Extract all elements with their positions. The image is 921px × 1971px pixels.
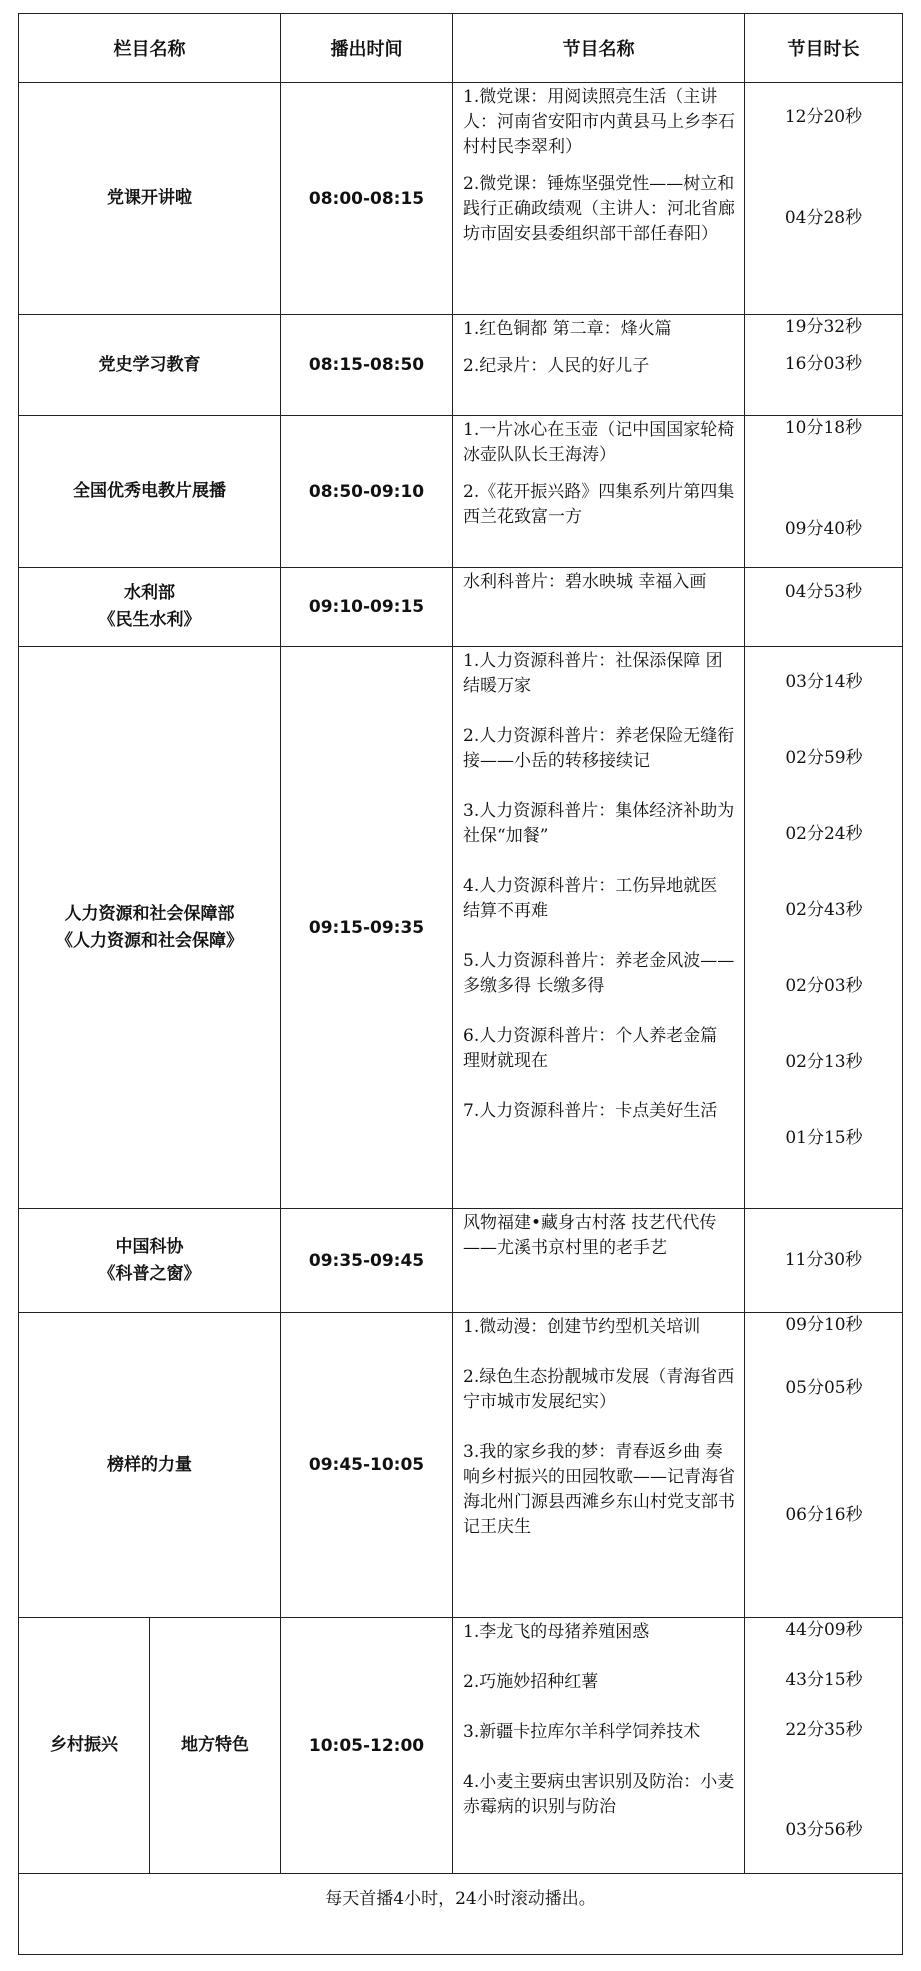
table-row (19, 315, 903, 416)
table-row (19, 1209, 903, 1313)
column-sub-cell (150, 1618, 281, 1874)
program-duration: 44分09秒 (785, 1620, 863, 1640)
program-title: 水利科普片：碧水映城 幸福入画 (463, 572, 707, 592)
program-duration: 11分30秒 (784, 1250, 863, 1270)
program-title: 4.小麦主要病虫害识别及防治：小麦赤霉病的识别与防治 (463, 1772, 735, 1817)
air-time: 10:05-12:00 (281, 1618, 453, 1874)
program-title: 2.纪录片：人民的好儿子 (463, 356, 650, 376)
program-title: 5.人力资源科普片：养老金风波——多缴多得 长缴多得 (463, 951, 735, 996)
program-duration: 02分03秒 (785, 976, 863, 996)
air-time: 08:50-09:10 (281, 416, 453, 568)
program-title: 风物福建•藏身古村落 技艺代代传——尤溪书京村里的老手艺 (463, 1213, 717, 1258)
program-duration: 12分20秒 (784, 107, 863, 127)
column-name-cell (19, 83, 281, 315)
duration-list (745, 1209, 903, 1313)
program-list (453, 1209, 745, 1313)
air-time: 09:35-09:45 (281, 1209, 453, 1313)
program-duration: 04分53秒 (784, 582, 863, 602)
column-name-subtitle: 《民生水利》 (98, 610, 201, 630)
program-title: 2.巧施妙招种红薯 (463, 1672, 599, 1692)
table-row (19, 1618, 903, 1874)
table-row (19, 568, 903, 647)
program-title: 2.人力资源科普片：养老保险无缝衔接——小岳的转移接续记 (463, 726, 735, 771)
column-name: 水利部 (124, 583, 175, 603)
program-list (453, 1313, 745, 1618)
duration-list (745, 1313, 903, 1618)
header-air-time: 播出时间 (281, 14, 453, 83)
program-duration: 04分28秒 (784, 208, 863, 228)
program-title: 2.微党课：锤炼坚强党性——树立和践行正确政绩观（主讲人：河北省廊坊市固安县委组织部干部任春阳） (463, 174, 735, 244)
program-title: 7.人力资源科普片：卡点美好生活 (463, 1101, 718, 1121)
program-list (453, 83, 745, 315)
program-title: 1.微党课：用阅读照亮生活（主讲人：河南省安阳市内黄县马上乡李石村村民李翠利） (463, 87, 735, 157)
column-name-cell (19, 1209, 281, 1313)
column-name-cell (19, 1313, 281, 1618)
column-name: 榜样的力量 (107, 1454, 192, 1475)
program-duration: 02分59秒 (785, 748, 863, 768)
column-name-subtitle: 地方特色 (181, 1735, 249, 1755)
program-duration: 01分15秒 (785, 1128, 863, 1148)
program-title: 2.《花开振兴路》四集系列片第四集 西兰花致富一方 (463, 482, 735, 527)
footer-note: 每天首播4小时，24小时滚动播出。 (19, 1874, 903, 1955)
program-duration: 19分32秒 (784, 317, 863, 337)
program-duration: 16分03秒 (784, 354, 863, 374)
program-title: 3.我的家乡我的梦：青春返乡曲 奏响乡村振兴的田园牧歌——记青海省海北州门源县西滩乡东山村党支部书记王庆生 (463, 1442, 735, 1537)
schedule-table (18, 13, 903, 1955)
header-column-name: 栏目名称 (19, 14, 281, 83)
column-name-cell (19, 315, 281, 416)
duration-list (745, 315, 903, 416)
duration-list (745, 1618, 903, 1874)
column-name-cell (19, 416, 281, 568)
column-name-subtitle: 《人力资源和社会保障》 (56, 930, 243, 951)
program-duration: 03分56秒 (785, 1820, 863, 1840)
column-name: 人力资源和社会保障部 (64, 903, 235, 924)
program-title: 1.人力资源科普片：社保添保障 团结暖万家 (463, 651, 723, 696)
column-name-cell (19, 1618, 150, 1874)
program-title: 1.微动漫：创建节约型机关培训 (463, 1317, 701, 1337)
table-footer-row (19, 1874, 903, 1955)
program-title: 1.红色铜都 第二章：烽火篇 (463, 319, 672, 339)
duration-list (745, 416, 903, 568)
program-title: 2.绿色生态扮靓城市发展（青海省西宁市城市发展纪实） (463, 1367, 735, 1412)
duration-list (745, 647, 903, 1209)
program-duration: 02分24秒 (785, 824, 863, 844)
program-list (453, 315, 745, 416)
program-title: 1.一片冰心在玉壶（记中国国家轮椅冰壶队队长王海涛） (463, 420, 735, 465)
program-duration: 02分43秒 (785, 900, 863, 920)
program-title: 3.人力资源科普片：集体经济补助为社保“加餐” (463, 801, 735, 846)
column-name: 全国优秀电教片展播 (73, 481, 226, 501)
table-row (19, 416, 903, 568)
program-duration: 43分15秒 (785, 1670, 863, 1690)
column-name: 中国科协 (115, 1236, 184, 1257)
table-row (19, 647, 903, 1209)
duration-list (745, 83, 903, 315)
table-header-row (19, 14, 903, 83)
column-name-cell (19, 568, 281, 647)
air-time: 09:45-10:05 (281, 1313, 453, 1618)
duration-list (745, 568, 903, 647)
header-program-name: 节目名称 (453, 14, 745, 83)
air-time: 09:15-09:35 (281, 647, 453, 1209)
air-time: 08:00-08:15 (281, 83, 453, 315)
table-row (19, 83, 903, 315)
program-duration: 05分05秒 (785, 1378, 863, 1398)
program-duration: 09分40秒 (784, 519, 863, 539)
program-list (453, 647, 745, 1209)
column-name-cell (19, 647, 281, 1209)
program-duration: 10分18秒 (784, 418, 863, 438)
program-list (453, 1618, 745, 1874)
column-name: 乡村振兴 (50, 1735, 118, 1755)
program-duration: 03分14秒 (785, 672, 863, 692)
air-time: 08:15-08:50 (281, 315, 453, 416)
program-title: 6.人力资源科普片：个人养老金篇 理财就现在 (463, 1026, 718, 1071)
column-name: 党课开讲啦 (107, 188, 192, 208)
column-name: 党史学习教育 (98, 354, 201, 375)
header-duration: 节目时长 (745, 14, 903, 83)
program-duration: 06分16秒 (785, 1505, 863, 1525)
program-title: 1.李龙飞的母猪养殖困惑 (463, 1622, 650, 1642)
program-duration: 02分13秒 (785, 1052, 863, 1072)
program-duration: 09分10秒 (785, 1315, 863, 1335)
program-title: 3.新疆卡拉库尔羊科学饲养技术 (463, 1722, 701, 1742)
program-duration: 22分35秒 (785, 1720, 863, 1740)
program-list (453, 568, 745, 647)
column-name-subtitle: 《科普之窗》 (98, 1263, 201, 1284)
program-list (453, 416, 745, 568)
table-row (19, 1313, 903, 1618)
program-title: 4.人力资源科普片：工伤异地就医 结算不再难 (463, 876, 718, 921)
air-time: 09:10-09:15 (281, 568, 453, 647)
